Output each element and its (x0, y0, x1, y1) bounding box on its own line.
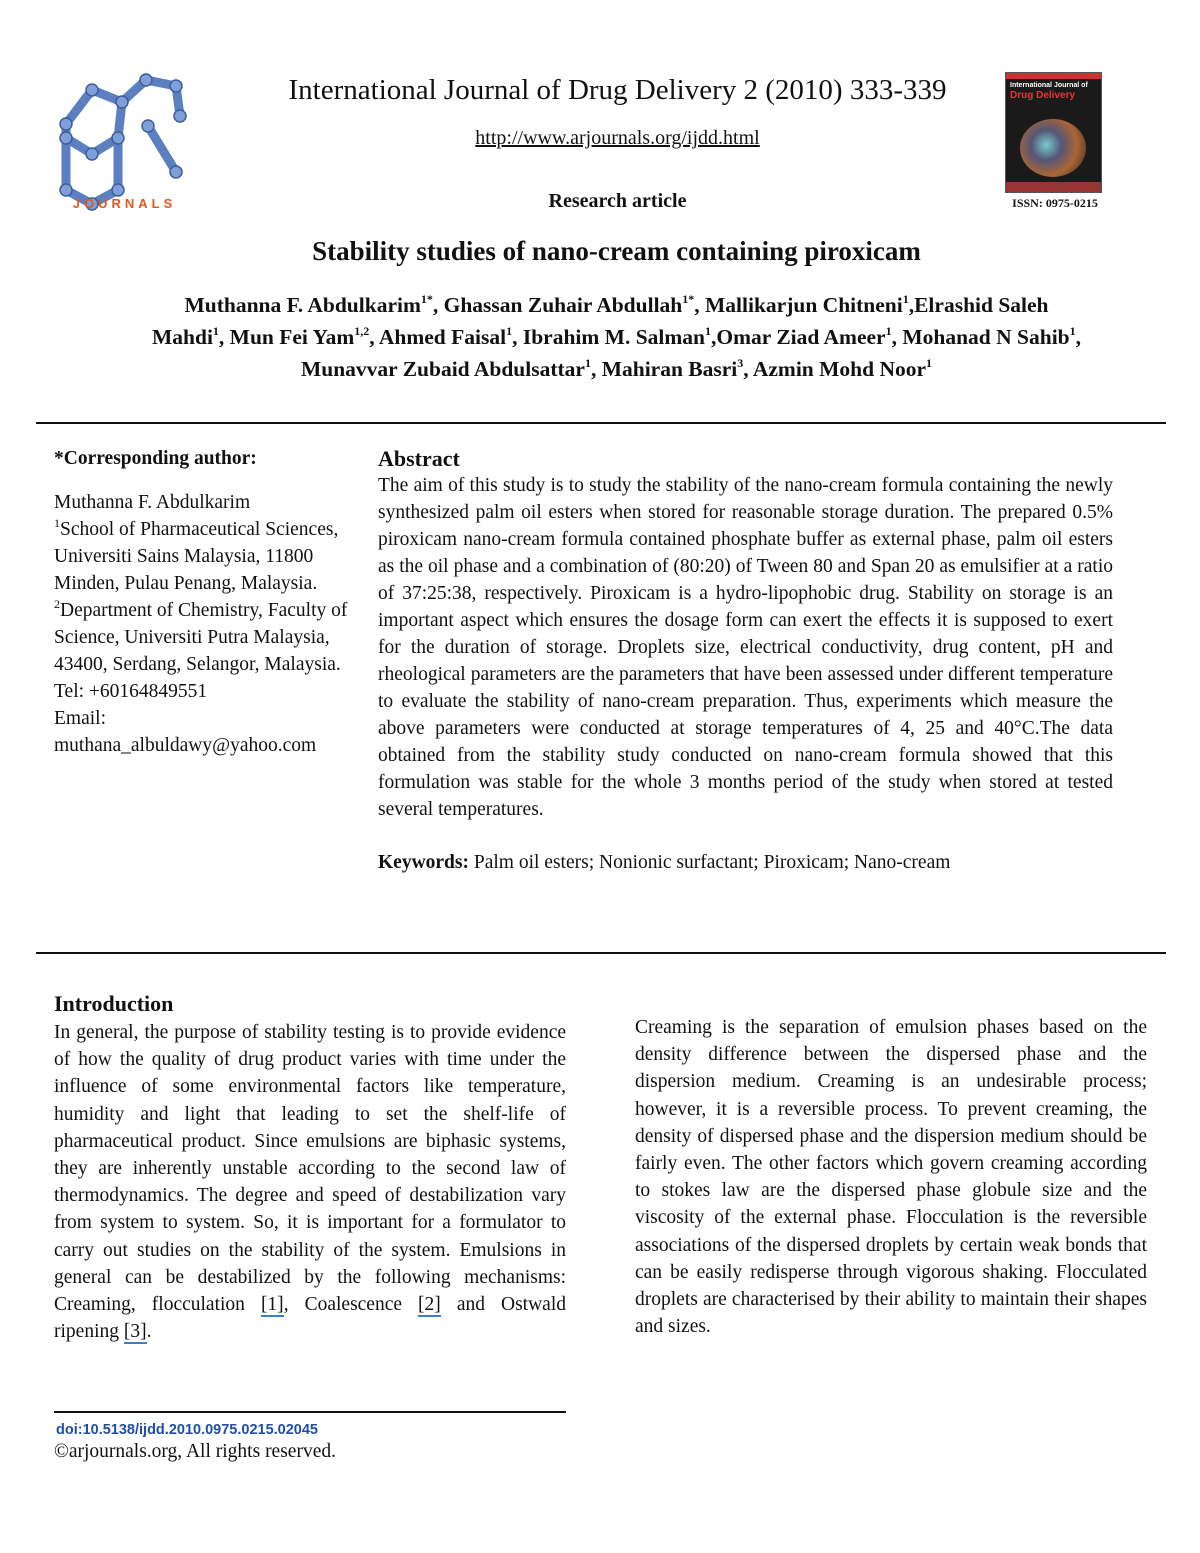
author-name: Munavvar Zubaid Abdulsattar (300, 357, 585, 381)
author-affiliation-mark: 3 (737, 356, 744, 370)
author-separator: , (369, 325, 379, 349)
author-name: Mahiran Basri (601, 357, 738, 381)
author-separator: , (590, 357, 602, 381)
affiliation-2: $^2$Department of Chemistry, Faculty of Science, Universiti Putra Malaysia, 43400, Serdang, Selangor, Malaysia. (54, 597, 348, 675)
author-separator: , (694, 293, 705, 317)
keywords-label: Keywords: (378, 852, 469, 873)
author-affiliation-mark: 1* (420, 292, 433, 306)
author-affiliation-mark: 1 (212, 324, 219, 338)
citation-link-1[interactable]: [1] (260, 1294, 284, 1316)
affiliation-2-number: 2 (54, 597, 60, 611)
author-affiliation-mark: 1 (584, 356, 591, 370)
footnote-divider (54, 1411, 566, 1413)
abstract-heading: Abstract (378, 446, 460, 471)
logo-wordmark: JOURNALS (72, 196, 177, 211)
author-name: Elrashid Saleh Mahdi (151, 293, 1049, 349)
author-affiliation-mark: 1,2 (354, 324, 370, 338)
journal-url-link[interactable]: http://www.arjournals.org/ijdd.html (475, 127, 760, 149)
author-affiliation-mark: 1 (902, 292, 909, 306)
cover-graphic (1020, 119, 1086, 177)
cover-title-small: International Journal of (1010, 82, 1088, 89)
keywords (378, 849, 1113, 876)
author-name: Mun Fei Yam (229, 325, 355, 349)
publisher-logo (52, 68, 197, 216)
cover-title-big: Drug Delivery (1010, 90, 1076, 101)
doi-link[interactable]: doi:10.5138/ijdd.2010.0975.0215.02045 (56, 1422, 318, 1438)
keywords-list: Palm oil esters; Nonionic surfactant; Piroxicam; Nano-cream (473, 852, 951, 873)
author-separator: , (218, 325, 230, 349)
telephone: Tel: +60164849551 (54, 681, 208, 702)
author-name: Ibrahim M. Salman (522, 325, 706, 349)
corresponding-author-heading: *Corresponding author: (54, 448, 257, 469)
corresponding-author-block (54, 445, 354, 759)
author-name: Mallikarjun Chitneni (705, 293, 903, 317)
author-name: Omar Ziad Ameer (716, 325, 886, 349)
author-name: Azmin Mohd Noor (752, 357, 927, 381)
citation-link-3[interactable]: [3] (123, 1321, 147, 1343)
affiliation-1: $^1$School of Pharmaceutical Sciences, Universiti Sains Malaysia, 11800 Minden, Pulau Penang, Malaysia. (54, 516, 339, 594)
affiliation-1-number: 1 (54, 516, 60, 530)
abstract-divider (36, 952, 1166, 954)
author-affiliation-mark: 1 (926, 356, 933, 370)
author-name: Ahmed Faisal (378, 325, 507, 349)
introduction-right-column: Creaming is the separation of emulsion phases based on the density difference between the dispersed phase and the dispersion medium. Creaming is an undesirable process; however, it is a reversible process. To prevent creaming, the density of dispersed phase and the dispersion medium should be fairly even. The other factors which govern creaming according to stokes law are the dispersed phase globule size and the viscosity of the external phase. Flocculation is the reversible associations of the dispersed droplets by certain weak bonds that can be easily redisperse through vigorous shaking. Flocculated droplets are characterised by their ability to maintain their shapes and sizes. (635, 1017, 1147, 1338)
abstract-text: The aim of this study is to study the stability of the nano-cream formula containing the newly synthesized palm oil esters when stored for reasonable storage duration. The prepared 0.5% piroxicam nano-cream formula contained phosphate buffer as external phase, palm oil esters as the oil phase and a combination of (80:20) of Tween 80 and Span 20 as emulsifier at a ratio of 37:25:38, respectively. Piroxicam is a hydro-lipophobic drug. Stability on storage is an important aspect which ensures the dosage form can exert the effects it is supposed to exert for the duration of storage. Droplets size, electrical conductivity, drug content, pH and rheological parameters are the parameters that have been assessed under different temperature to evaluate the stability of nano-cream preparation. Thus, experiments which measure the above parameters were conducted at storage temperatures of 4, 25 and 40°C.The data obtained from the stability study conducted on nano-cream formula showed that this formulation was stable for the whole 3 months period of the study when stored at tested several temperatures. (378, 475, 1113, 820)
journal-cover-image (1005, 72, 1102, 193)
author-separator: , (1075, 325, 1082, 349)
paper-title: Stability studies of nano-cream containing piroxicam (312, 236, 921, 266)
author-affiliation-mark: 1 (885, 324, 892, 338)
abstract-block (378, 445, 1113, 876)
email-address: muthana_albuldawy@yahoo.com (54, 735, 317, 756)
author-name: Muthanna F. Abdulkarim (184, 293, 421, 317)
article-type: Research article (548, 190, 687, 212)
author-separator: , (711, 325, 717, 349)
author-name: Ghassan Zuhair Abdullah (443, 293, 683, 317)
author-separator: , (743, 357, 753, 381)
author-separator: , (432, 293, 444, 317)
author-separator: , (908, 293, 915, 317)
citation-link-2[interactable]: [2] (418, 1294, 441, 1316)
author-affiliation-mark: 1 (1069, 324, 1076, 338)
author-affiliation-mark: 1 (705, 324, 712, 338)
email-label: Email: (54, 708, 106, 729)
author-name: Mohanad N Sahib (902, 325, 1070, 349)
corresponding-author-name: Muthanna F. Abdulkarim (54, 492, 251, 513)
journal-title: International Journal of Drug Delivery 2 (2010) 333-339 (288, 74, 947, 106)
author-affiliation-mark: 1 (506, 324, 513, 338)
author-separator: , (891, 325, 903, 349)
header-divider (36, 422, 1166, 424)
author-separator: , (512, 325, 523, 349)
introduction-left-column: In general, the purpose of stability testing is to provide evidence of how the quality of drug product varies with time under the influence of some environmental factors like temperature, humidity and light that leading to set the shelf-life of pharmaceutical product. Since emulsions are biphasic systems, they are inherently unstable according to the second law of thermodynamics. The degree and speed of destabilization vary from system to system. So, it is important for a formulator to carry out studies on the stability of the system. Emulsions in general can be destabilized by the following mechanisms: Creaming, flocculation [1], Coalescence [2] and Ostwald ripening [3]. (54, 1022, 566, 1343)
issn: ISSN: 0975-0215 (1012, 196, 1098, 210)
author-list (150, 289, 1083, 385)
introduction-heading: Introduction (54, 991, 174, 1016)
author-affiliation-mark: 1* (682, 292, 695, 306)
copyright-notice: ©arjournals.org, All rights reserved. (54, 1441, 336, 1462)
